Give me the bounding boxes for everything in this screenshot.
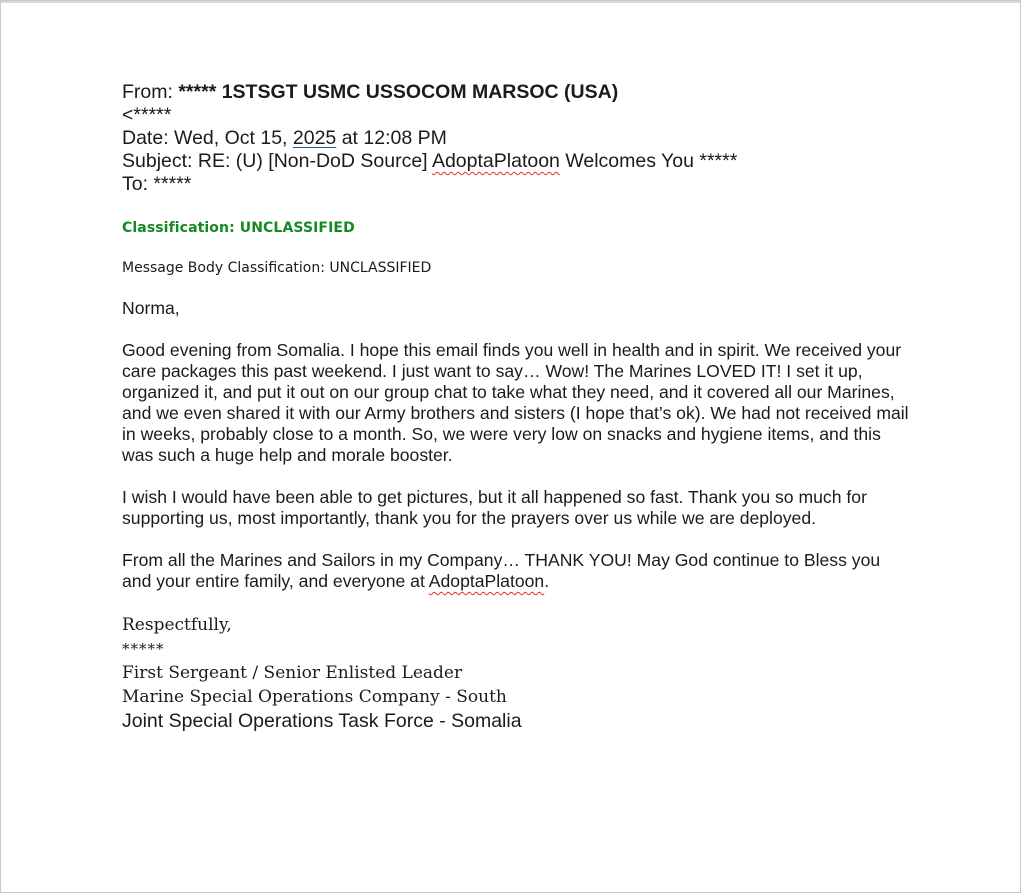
date-time: at 12:08 PM [336, 127, 447, 149]
from-address-line: <***** [122, 104, 172, 126]
from-label: From: [122, 81, 179, 103]
email-content [122, 81, 912, 733]
subject-org-misspelled: AdoptaPlatoon [431, 150, 560, 172]
signature-closing: Respectfully, [122, 615, 232, 635]
from-line [122, 81, 912, 104]
signature-name: ***** [122, 640, 165, 658]
signature-command: Joint Special Operations Task Force - Somalia [122, 710, 522, 732]
salutation: Norma, [122, 298, 180, 318]
from-value: ***** 1STSGT USMC USSOCOM MARSOC (USA) [178, 81, 619, 103]
subject-suffix: Welcomes You ***** [559, 150, 738, 172]
date-year: 2025 [292, 127, 337, 149]
page-top-border [1, 1, 1020, 3]
paragraph-3-text: From all the Marines and Sailors in my Company… THANK YOU! May God continue to Bless you and your entire family, and everyone at [122, 550, 881, 591]
subject-prefix: Subject: RE: (U) [Non-DoD Source] [122, 150, 432, 172]
date-line [122, 127, 912, 150]
paragraph-3 [122, 550, 912, 592]
body-classification: Message Body Classification: UNCLASSIFIED [122, 260, 432, 276]
paragraph-2: I wish I would have been able to get pictures, but it all happened so fast. Thank you so much for supporting us, most importantly, thank you for the prayers over us while we are deployed. [122, 487, 867, 528]
signature-unit: Marine Special Operations Company - South [122, 687, 507, 707]
subject-line [122, 150, 912, 173]
signature-title: First Sergeant / Senior Enlisted Leader [122, 663, 463, 683]
date-label: Date: Wed, Oct 15, [122, 127, 293, 149]
paragraph-3-org-misspelled: AdoptaPlatoon [428, 571, 545, 591]
paragraph-1: Good evening from Somalia. I hope this email finds you well in health and in spirit. We received your care packages this past weekend. I just want to say… Wow! The Marines LOVED IT! I set it up, organized it, and put it out on our group chat to take what they need, and it covered all our Marines, and we even shared it with our Army brothers and sisters (I hope that’s ok). We had not received mail in weeks, probably close to a month. So, we were very low on snacks and hygiene items, and this was such a huge help and morale booster. [122, 340, 909, 465]
paragraph-3-end: . [544, 571, 550, 591]
to-line: To: ***** [122, 173, 192, 195]
classification-banner: Classification: UNCLASSIFIED [122, 220, 355, 236]
